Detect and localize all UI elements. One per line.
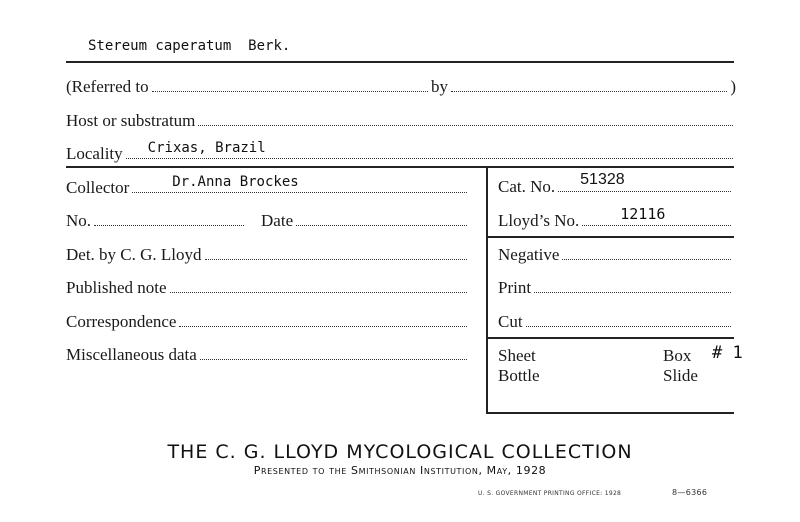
lloyd-value: 12116: [620, 205, 666, 223]
box-lower-line: [486, 337, 734, 339]
published-label: Published note: [66, 278, 167, 297]
by-label: by: [430, 77, 448, 96]
date-label: Date: [261, 211, 294, 230]
referred-label: (Referred to: [66, 77, 149, 96]
referred-field[interactable]: [152, 91, 428, 92]
host-row: [66, 112, 736, 129]
locality-field[interactable]: [126, 140, 733, 159]
species-author: Berk.: [248, 38, 291, 54]
lloyd-row: [498, 205, 734, 230]
sheet-label: Sheet: [498, 346, 536, 365]
box-bottom-line: [486, 412, 734, 414]
cat-label: Cat. No.: [498, 177, 556, 196]
misc-label: Miscellaneous data: [66, 345, 197, 364]
collector-row: [66, 174, 470, 197]
box-value: # 1: [712, 343, 743, 363]
close-paren: ): [730, 77, 737, 96]
collector-label: Collector: [66, 178, 130, 197]
lloyd-label: Lloyd’s No.: [498, 211, 580, 230]
correspondence-row: [66, 313, 470, 330]
species-underline: [66, 61, 734, 63]
host-field[interactable]: [198, 125, 733, 126]
cut-label: Cut: [498, 312, 523, 331]
locality-value: Crixas, Brazil: [147, 140, 266, 156]
species-name: [88, 38, 290, 54]
form-number: 8—6366: [672, 488, 708, 497]
species-name-text: Stereum caperatum: [88, 38, 232, 54]
collection-title: THE C. G. LLOYD MYCOLOGICAL COLLECTION: [167, 441, 633, 463]
collection-subtitle: Presented to the Smithsonian Institution, May, 1928: [253, 464, 547, 477]
lloyd-field[interactable]: [582, 205, 731, 226]
slide-label: Slide: [663, 366, 698, 385]
collector-value: Dr.Anna Brockes: [172, 174, 299, 190]
correspondence-field[interactable]: [179, 326, 467, 327]
no-label: No.: [66, 211, 92, 230]
cut-row: [498, 313, 734, 330]
misc-row: [66, 346, 470, 363]
print-label: Print: [498, 278, 532, 297]
correspondence-label: Correspondence: [66, 312, 177, 331]
cat-row: [498, 171, 734, 196]
print-field[interactable]: [534, 292, 731, 293]
det-label: Det. by C. G. Lloyd: [66, 245, 202, 264]
no-date-row: [66, 212, 470, 229]
locality-label: Locality: [66, 144, 123, 163]
bottle-label: Bottle: [498, 366, 540, 385]
published-row: [66, 279, 470, 296]
no-field[interactable]: [94, 225, 244, 226]
referred-row: [66, 78, 736, 95]
cat-field[interactable]: [558, 171, 731, 192]
box-left-line: [486, 166, 488, 413]
det-row: [66, 246, 470, 263]
negative-label: Negative: [498, 245, 560, 264]
cat-value: 51328: [580, 171, 625, 188]
collector-field[interactable]: [132, 174, 467, 193]
box-label: Box: [663, 346, 692, 365]
negative-row: [498, 246, 734, 263]
box-top-line: [66, 166, 734, 168]
cut-field[interactable]: [526, 326, 731, 327]
locality-row: [66, 140, 736, 163]
published-field[interactable]: [170, 292, 467, 293]
box-mid-line: [486, 236, 734, 238]
print-row: [498, 279, 734, 296]
by-field[interactable]: [451, 91, 727, 92]
printer-imprint: U. S. GOVERNMENT PRINTING OFFICE: 1928: [478, 490, 622, 497]
det-field[interactable]: [205, 259, 467, 260]
misc-field[interactable]: [200, 359, 467, 360]
negative-field[interactable]: [562, 259, 731, 260]
date-field[interactable]: [296, 225, 467, 226]
host-label: Host or substratum: [66, 111, 196, 130]
